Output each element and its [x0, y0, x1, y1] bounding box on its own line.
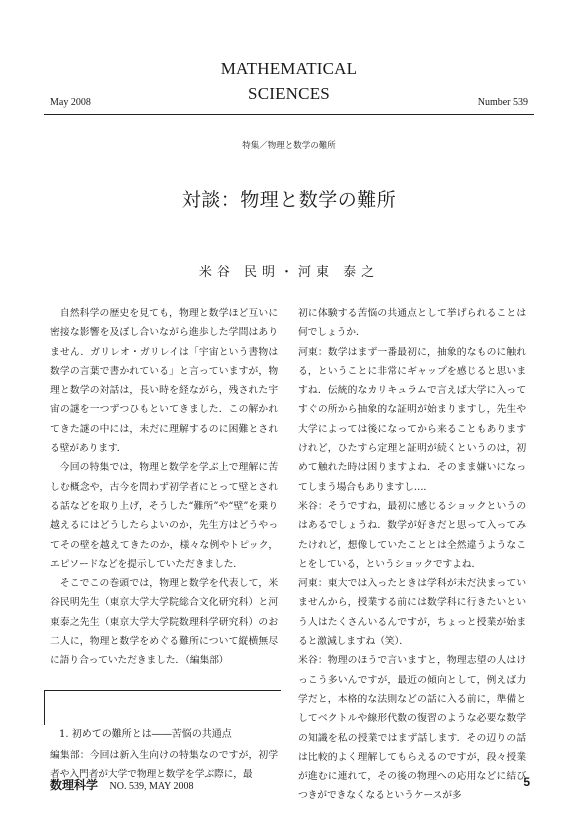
footer-issue: NO. 539, MAY 2008 — [109, 781, 194, 792]
article-authors: 米谷 民明・河東 泰之 — [198, 265, 380, 280]
issue-number: Number 539 — [477, 97, 528, 108]
dialogue-paragraph: 河東：東大では入ったときは学科が未だ決まっていませんから，授業する前には数学科に行きたいという人はたくさんいるんですが，ちょっと授業が始まると激減しますね（笑）． — [298, 578, 526, 648]
left-column — [50, 304, 278, 671]
dialogue-paragraph: 河東：数学はまず一番最初に，抽象的なものに触れる，ということに非常にギャップを感じると思いますね．伝統的なカリキュラムで言えば大学に入ってすぐの所から抽象的な証明が始まりますし，先生や大学によっては後になってから来ることもありますけれど，ひたすら定理と証明が続くというのは，初めて触れた時は困りますよね．そのまま嫌いになってしまう場合もありますし…． — [298, 346, 526, 493]
journal-title-line1: MATHEMATICAL — [220, 59, 358, 78]
dialogue-paragraph: 米谷：物理のほうで言いますと，物理志望の人はけっこう多いんですが，最近の傾向として，例えば力学だと，本格的な法則などの話に入る前に，準備としてベクトルや線形代数の復習のような必要な数学の知識を私の授業ではまず話します．その辺りの話は比較的よく理解してもらえるのですが，段々授業が進むに連れて，その後の物理への応用などに結びつきができなくなるというケースが多 — [298, 655, 526, 802]
intro-paragraph: そこでこの巻頭では，物理と数学を代表して，米谷民明先生（東京大学大学院総合文化研究科）と河東泰之先生（東京大学大学院数理科学研究科）のお二人に，物理と数学をめぐる難所について縦横無尽に語り合っていただきました．（編集部） — [50, 578, 278, 667]
page-footer — [50, 776, 194, 793]
right-column — [298, 304, 526, 806]
magazine-name: 数理科学 — [50, 778, 99, 792]
special-feature-label: 特集／物理と数学の難所 — [242, 141, 336, 151]
article-title: 対談：物理と数学の難所 — [181, 189, 397, 211]
header-rule — [44, 114, 534, 115]
section-heading: 1. 初めての難所とは――苦悩の共通点 — [59, 729, 232, 740]
intro-paragraph: 今回の特集では，物理と数学を学ぶ上で理解に苦しむ概念や，古今を問わず初学者にとって壁とされる話などを取り上げ，そうした“難所”や“壁”を乗り越えるにはどうしたらよいのか，先生方はどうやってその壁を越えてきたのか，様々な例やトピック，エピソードなどを提示していただきました． — [50, 462, 278, 570]
section-heading-box — [44, 690, 281, 740]
issue-date: May 2008 — [50, 97, 91, 108]
dialogue-paragraph: 初に体験する苦悩の共通点として挙げられることは何でしょうか． — [298, 308, 526, 339]
dialogue-paragraph: 編集部：今回は新入生向けの特集なのですが，初学者や入門者が大学で物理と数学を学ぶ際に，最 — [50, 750, 278, 781]
page-number: 5 — [523, 775, 530, 789]
dialogue-paragraph: 米谷：そうですね，最初に感じるショックというのはあるでしょうね．数学が好きだと思って入ってみたけれど，想像していたこととは全然違うようなことをしている，というショックですよね． — [298, 500, 526, 570]
intro-paragraph: 自然科学の歴史を見ても，物理と数学ほど互いに密接な影響を及ぼし合いながら進歩した学問はありません．ガリレオ・ガリレイは「宇宙という書物は数学の言葉で書かれている」と言っていますが，物理と数学の対話は，長い時を経ながら，残された宇宙の謎を一つずつひもといてきました．この解かれてきた謎の中には，未だに理解するのに困難とされる壁があります． — [50, 308, 278, 455]
journal-title-line2: SCIENCES — [248, 84, 330, 103]
